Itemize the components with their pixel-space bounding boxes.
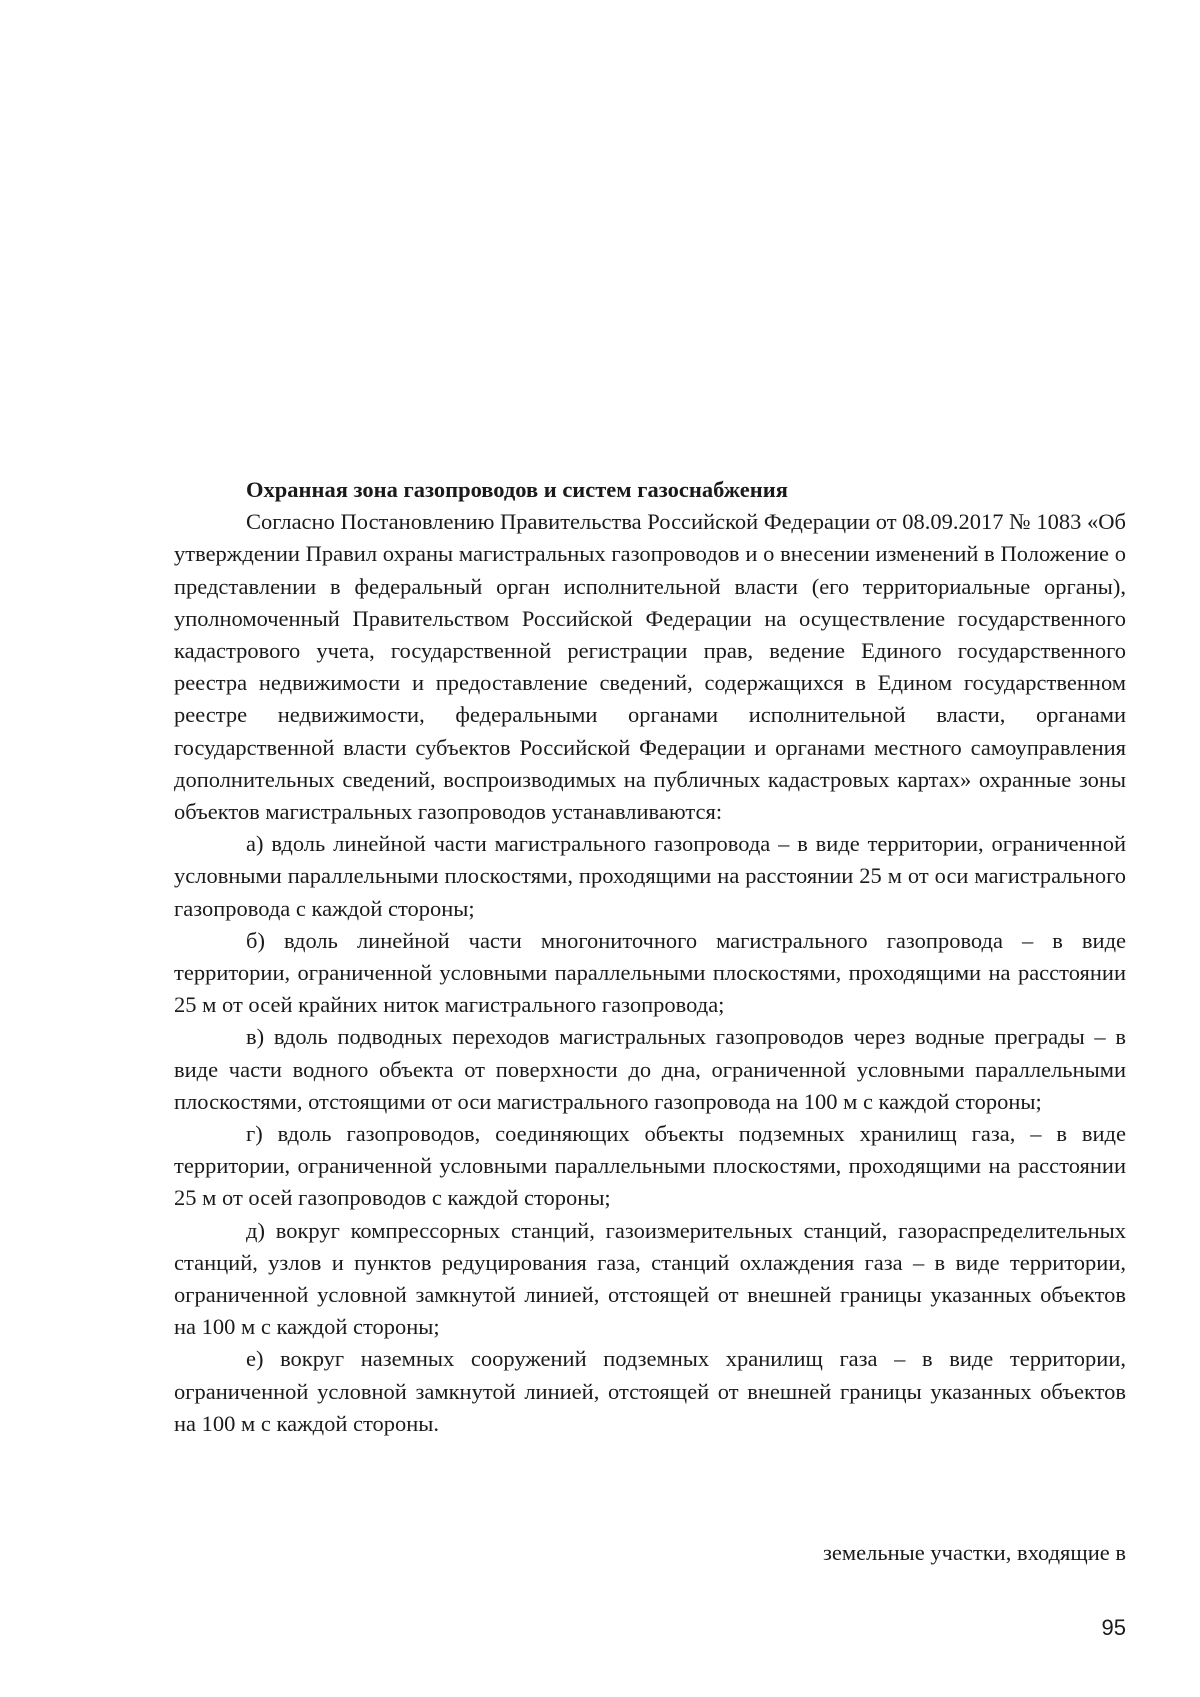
intro-paragraph: Согласно Постановлению Правительства Российской Федерации от 08.09.2017 № 1083 «Об утверждении Правил охраны магистральных газопроводов и о внесении изменений в Положение о представлении в федеральный орган исполнительной власти (его территориальные органы), уполномоченный Правительством Российской Федерации на осуществление государственного кадастрового учета, государственной регистрации прав, ведение Единого государственного реестра недвижимости и предоставление сведений, содержащихся в Едином государственном реестре недвижимости, федеральными органами исполнительной власти, органами государственной власти субъектов Российской Федерации и органами местного самоуправления дополнительных сведений, воспроизводимых на публичных кадастровых картах» охранные зоны объектов магистральных газопроводов устанавливаются: <box>174 509 1126 825</box>
list-item-d: д) вокруг компрессорных станций, газоизмерительных станций, газораспределительных станций, узлов и пунктов редуцирования газа, станций охлаждения газа – в виде территории, ограниченной условной замкнутой линией, отстоящей от внешней границы указанных объектов на 100 м с каждой стороны; <box>174 1217 1126 1340</box>
list-item-v: в) вдоль подводных переходов магистральных газопроводов через водные преграды – в виде части водного объекта от поверхности до дна, ограниченной условными параллельными плоскостями, отстоящими от оси магистрального газопровода на 100 м с каждой стороны; <box>174 1024 1126 1114</box>
list-item-b: б) вдоль линейной части многониточного магистрального газопровода – в виде территории, ограниченной условными параллельными плоскостями, проходящими на расстоянии 25 м от осей крайних ниток магистрального газопровода; <box>174 927 1126 1018</box>
list-item-g: г) вдоль газопроводов, соединяющих объекты подземных хранилищ газа, – в виде территории, ограниченной условными параллельными плоскостями, проходящими на расстоянии 25 м от осей газопроводов с каждой стороны; <box>174 1121 1126 1211</box>
list-item-a: а) вдоль линейной части магистрального газопровода – в виде территории, ограниченной условными параллельными плоскостями, проходящими на расстоянии 25 м от оси магистрального газопровода с каждой стороны; <box>174 831 1126 921</box>
trailing-text-fragment: земельные участки, входящие в <box>823 1540 1126 1565</box>
section-heading: Охранная зона газопроводов и систем газоснабжения <box>246 477 788 502</box>
document-body <box>174 474 1126 1440</box>
list-item-e: е) вокруг наземных сооружений подземных хранилищ газа – в виде территории, ограниченной условной замкнутой линией, отстоящей от внешней границы указанных объектов на 100 м с каждой стороны. <box>174 1346 1126 1436</box>
page-number: 95 <box>1101 1615 1126 1640</box>
